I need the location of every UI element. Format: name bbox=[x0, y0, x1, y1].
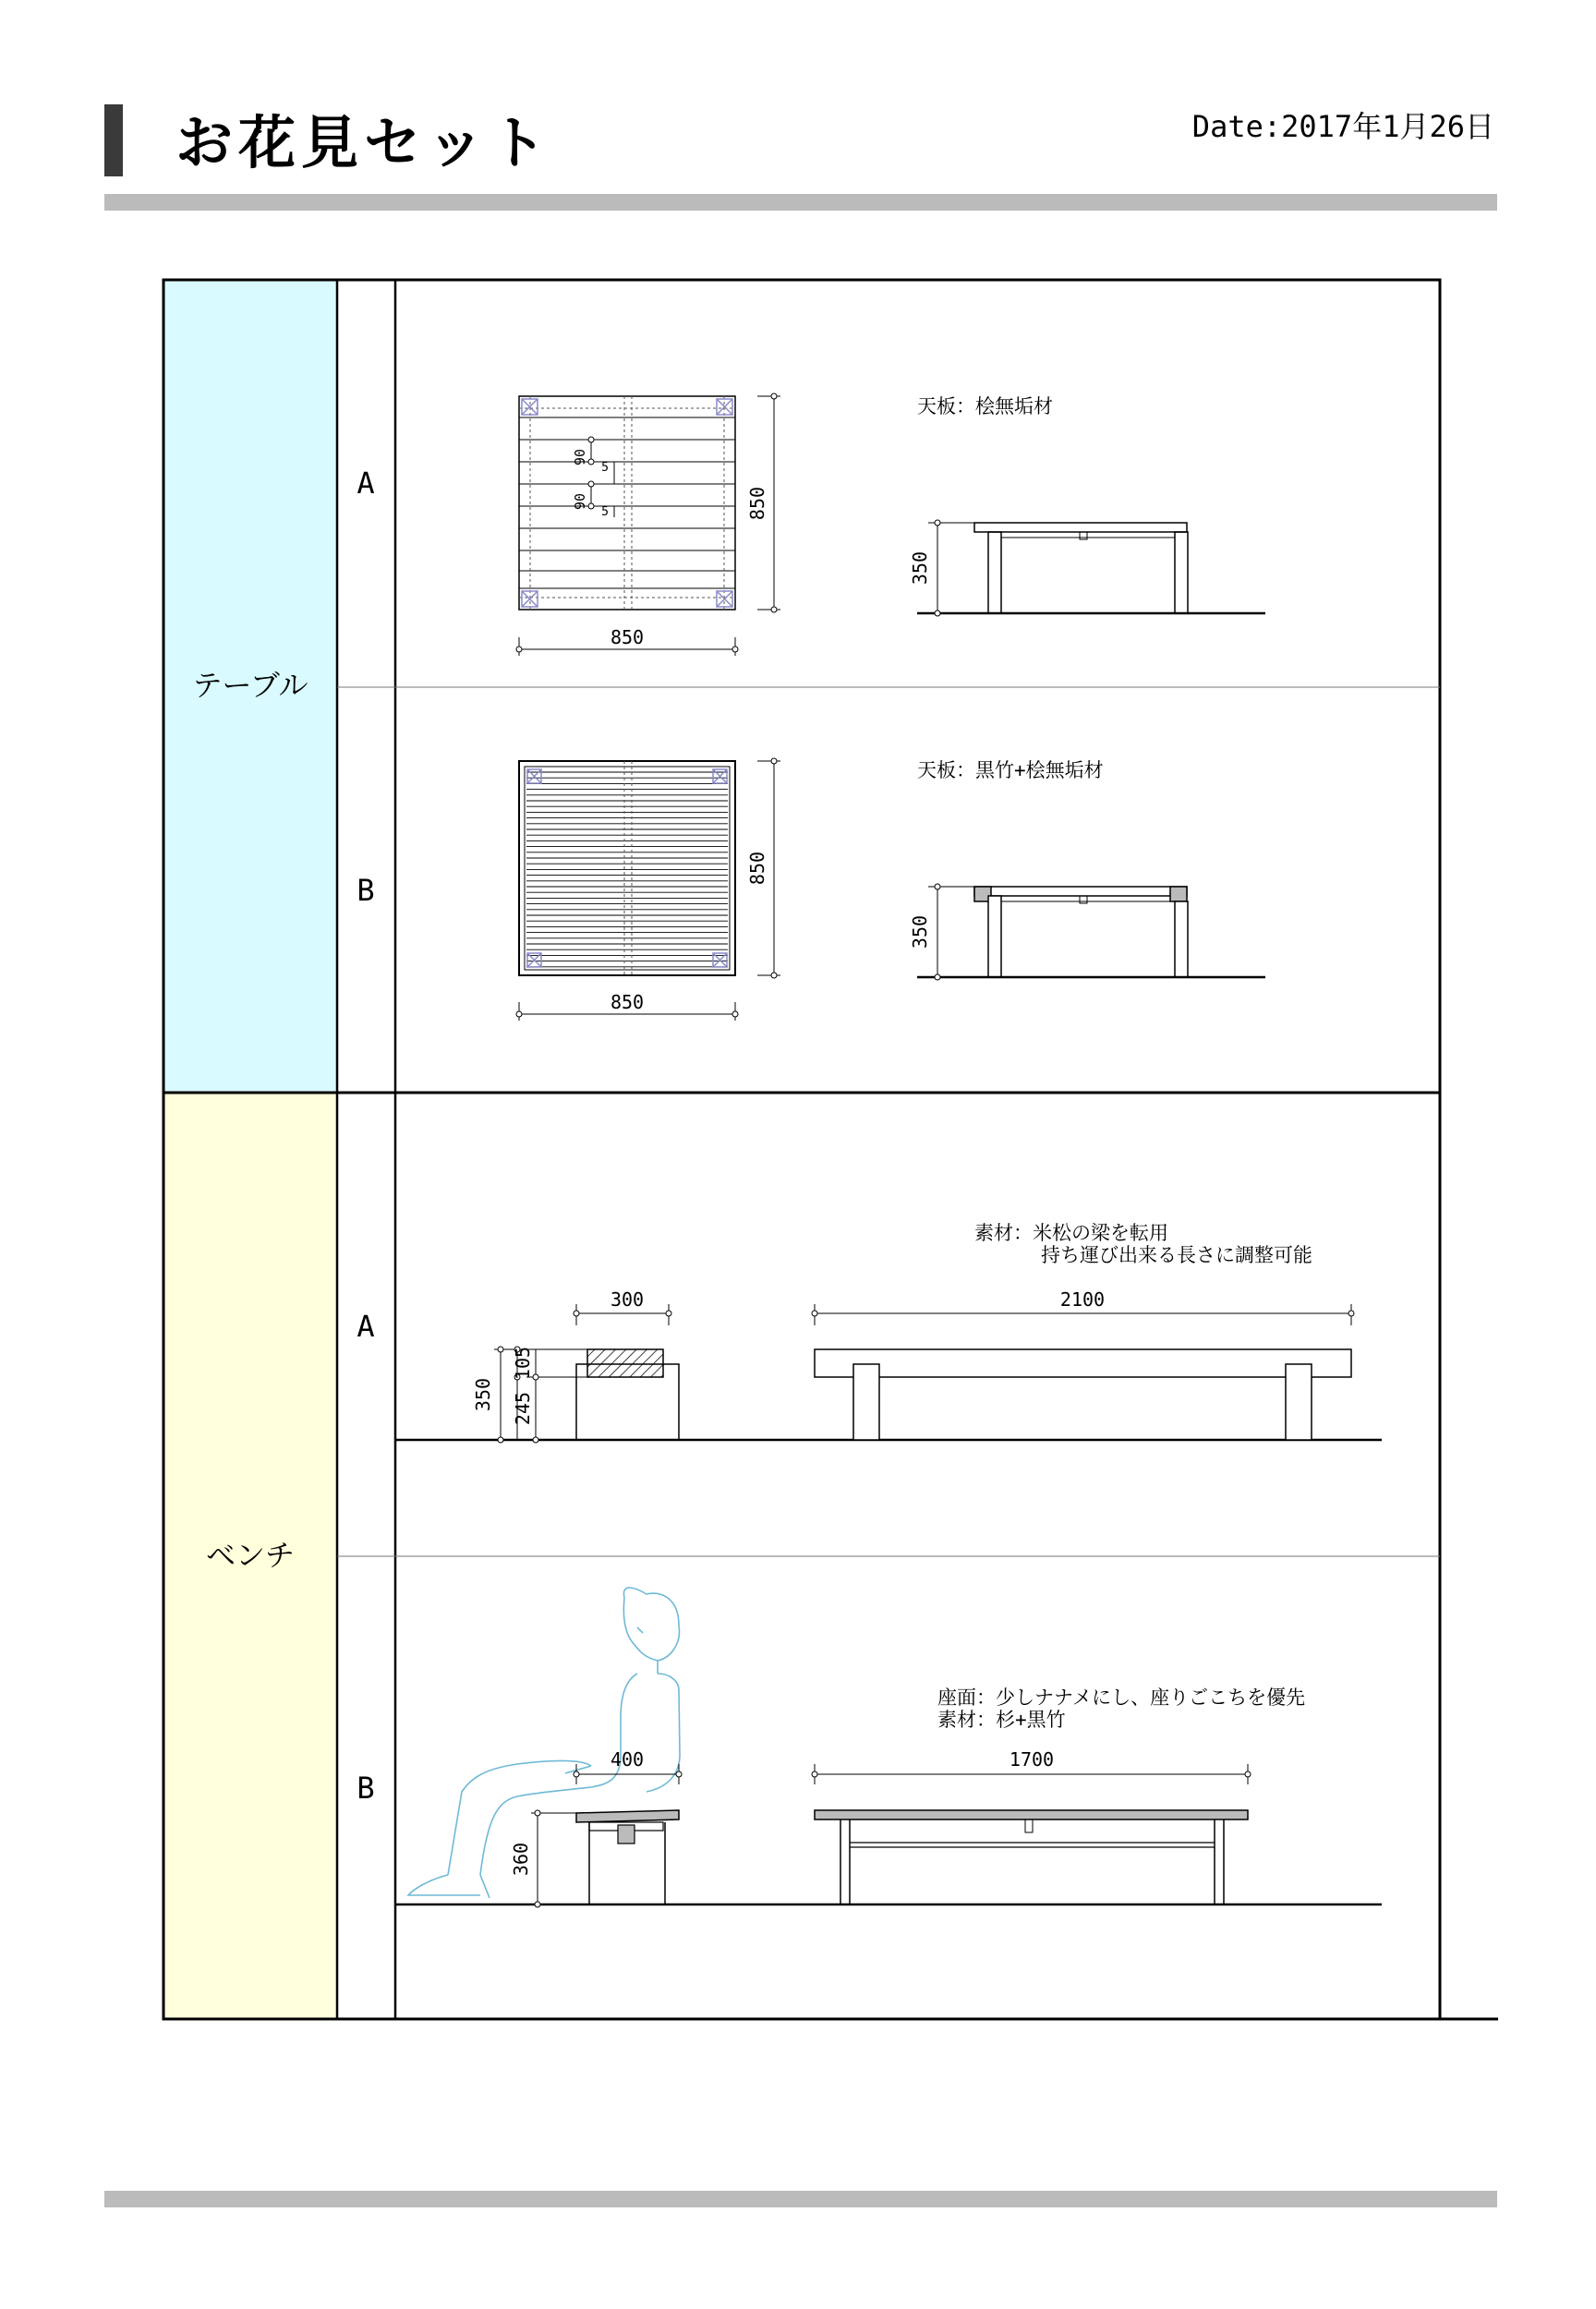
bench-a-total-height-dimension: 350 bbox=[472, 1377, 494, 1412]
bench-b-section-view bbox=[395, 1764, 1382, 1907]
table-a-plan-view bbox=[516, 393, 780, 656]
bench-a-length-dimension: 2100 bbox=[1059, 1288, 1106, 1311]
category-label-bench: ベンチ bbox=[205, 1538, 296, 1573]
table-b-plan-view bbox=[516, 758, 780, 1021]
bench-b-material-note: 素材：杉+黒竹 bbox=[937, 1709, 1066, 1731]
table-a-slat-width-2: 90 bbox=[572, 492, 588, 511]
table-a-width-dimension: 850 bbox=[610, 626, 645, 648]
table-a-height-dimension: 350 bbox=[909, 550, 931, 586]
row-label-table-a: A bbox=[357, 465, 375, 501]
bench-a-seat-thickness-dimension: 105 bbox=[512, 1346, 534, 1381]
bench-b-length-dimension: 1700 bbox=[1009, 1748, 1055, 1771]
table-a-depth-dimension: 850 bbox=[746, 486, 768, 521]
seated-person-figure bbox=[408, 1588, 680, 1898]
bench-b-height-dimension: 360 bbox=[510, 1842, 532, 1877]
bench-b-elevation-view bbox=[812, 1764, 1251, 1904]
table-a-elevation-view bbox=[917, 520, 1265, 616]
bench-a-material-note: 素材：米松の梁を転用 bbox=[974, 1222, 1168, 1244]
bench-a-leg-height-dimension: 245 bbox=[512, 1391, 534, 1426]
bench-a-length-note: 持ち運び出来る長さに調整可能 bbox=[1041, 1244, 1312, 1266]
table-b-depth-dimension: 850 bbox=[746, 851, 768, 886]
bench-a-seat-depth-dimension: 300 bbox=[610, 1288, 645, 1311]
bench-a-section-view bbox=[395, 1304, 1382, 1443]
table-b-width-dimension: 850 bbox=[610, 991, 645, 1013]
bench-b-seat-note: 座面：少しナナメにし、座りごこちを優先 bbox=[937, 1686, 1306, 1709]
row-label-bench-b: B bbox=[357, 1771, 375, 1806]
spec-table-grid bbox=[163, 280, 1498, 2019]
bench-a-elevation-view bbox=[812, 1304, 1354, 1440]
table-a-slat-gap-1: 5 bbox=[601, 461, 609, 475]
page-title: お花見セット bbox=[175, 109, 553, 176]
table-a-slat-width-1: 90 bbox=[572, 448, 588, 466]
drawing-date: Date:2017年1月26日 bbox=[1191, 109, 1494, 144]
table-a-material-note: 天板：桧無垢材 bbox=[917, 395, 1053, 417]
bench-b-seat-depth-dimension: 400 bbox=[610, 1748, 645, 1771]
table-b-elevation-view bbox=[917, 884, 1265, 980]
table-a-slat-gap-2: 5 bbox=[601, 505, 609, 519]
table-b-height-dimension: 350 bbox=[909, 914, 931, 949]
row-label-table-b: B bbox=[357, 873, 375, 908]
row-label-bench-a: A bbox=[357, 1309, 375, 1344]
category-label-table: テーブル bbox=[192, 668, 308, 703]
table-b-material-note: 天板：黒竹+桧無垢材 bbox=[917, 759, 1104, 781]
